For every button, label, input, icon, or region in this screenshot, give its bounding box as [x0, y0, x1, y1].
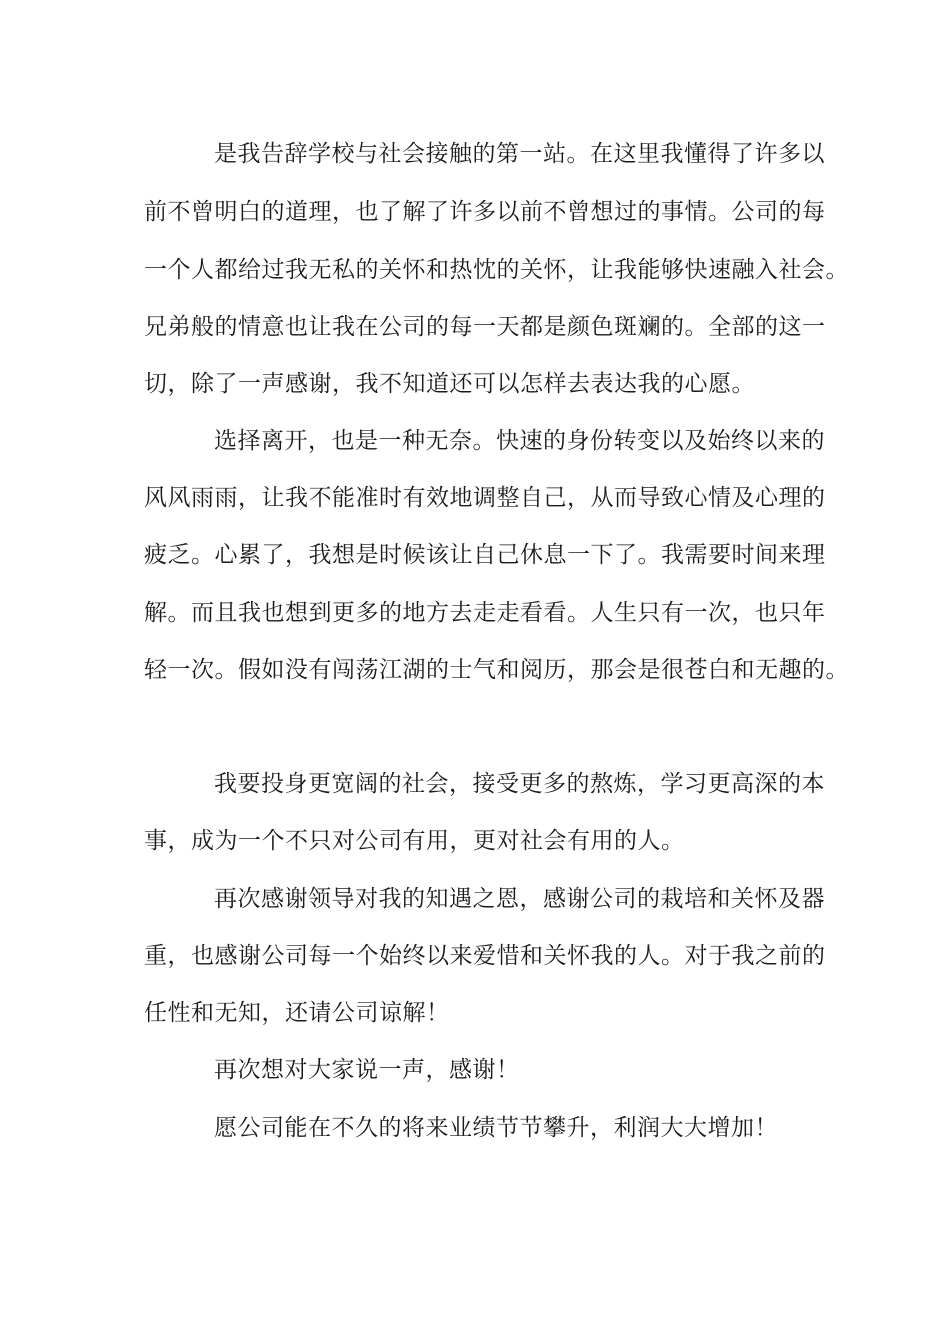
paragraph-6-line-1: 愿公司能在不久的将来业绩节节攀升，利润大大增加！	[214, 1115, 778, 1141]
paragraph-2-line-2: 风风雨雨，让我不能准时有效地调整自己，从而导致心情及心理的	[144, 485, 826, 511]
paragraph-4-line-3: 任性和无知，还请公司谅解！	[144, 1000, 450, 1026]
paragraph-3-line-2: 事，成为一个不只对公司有用，更对社会有用的人。	[144, 828, 685, 854]
paragraph-1-line-5: 切，除了一声感谢，我不知道还可以怎样去表达我的心愿。	[144, 371, 755, 397]
paragraph-4-line-2: 重，也感谢公司每一个始终以来爱惜和关怀我的人。对于我之前的	[144, 943, 826, 969]
paragraph-4-line-1: 再次感谢领导对我的知遇之恩，感谢公司的栽培和关怀及器	[214, 886, 825, 912]
paragraph-1-line-4: 兄弟般的情意也让我在公司的每一天都是颜色斑斓的。全部的这一	[144, 314, 826, 340]
paragraph-5-line-1: 再次想对大家说一声，感谢！	[214, 1057, 520, 1083]
paragraph-1-line-1: 是我告辞学校与社会接触的第一站。在这里我懂得了许多以	[214, 141, 825, 167]
paragraph-3-line-1: 我要投身更宽阔的社会，接受更多的熬炼，学习更高深的本	[214, 771, 825, 797]
paragraph-2-line-5: 轻一次。假如没有闯荡江湖的士气和阅历，那会是很苍白和无趣的。	[144, 657, 849, 683]
paragraph-2-line-4: 解。而且我也想到更多的地方去走走看看。人生只有一次，也只年	[144, 600, 826, 626]
paragraph-2-line-1: 选择离开，也是一种无奈。快速的身份转变以及始终以来的	[214, 428, 825, 454]
paragraph-1-line-2: 前不曾明白的道理，也了解了许多以前不曾想过的事情。公司的每	[144, 199, 826, 225]
paragraph-1-line-3: 一个人都给过我无私的关怀和热忱的关怀，让我能够快速融入社会。	[144, 257, 849, 283]
paragraph-2-line-3: 疲乏。心累了，我想是时候该让自己休息一下了。我需要时间来理	[144, 542, 826, 568]
